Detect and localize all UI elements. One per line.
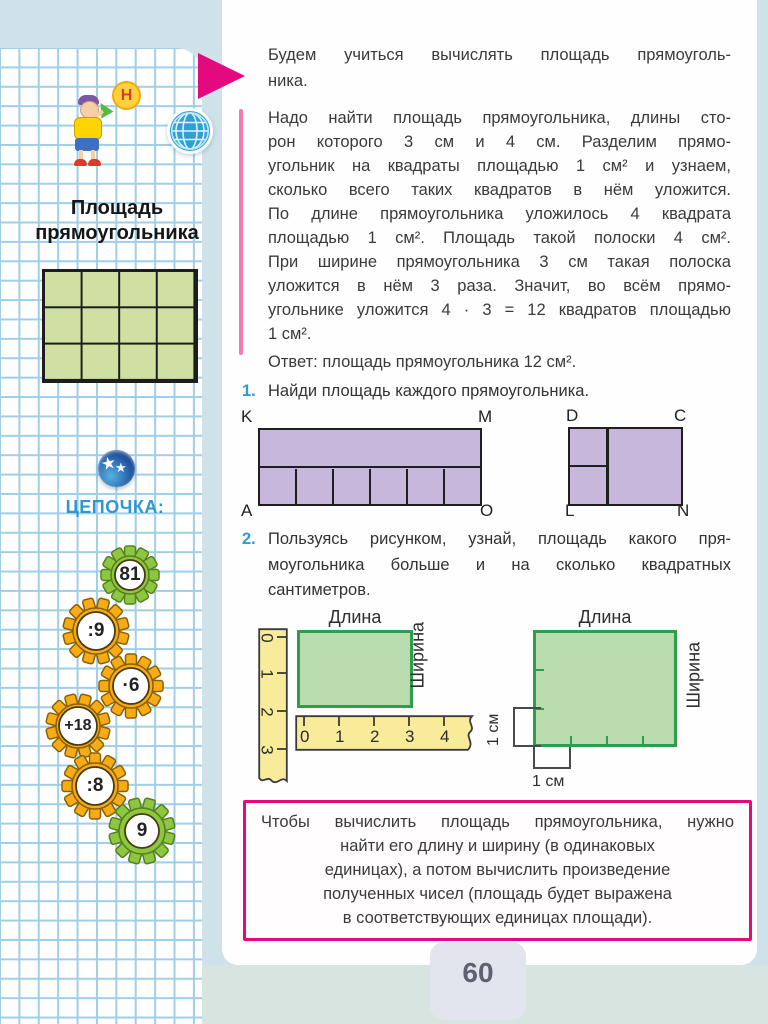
figure1-rect-DCLN xyxy=(568,427,683,506)
chain-gear-op3: +18 xyxy=(43,691,113,761)
chain-gear-op4: :8 xyxy=(59,750,131,822)
chain-gear-op1: :9 xyxy=(60,595,132,667)
rule-box: Чтобы вычислить площадь прямоугольника, нужно найти его длину и ширину (в одинаковых единицах), а потом вычислить произведение полученных чисел (площадь будет выражена в соответствующих единицах площади). xyxy=(243,800,752,941)
page-number: 60 xyxy=(430,942,526,1020)
width-label-left: Ширина xyxy=(407,621,428,689)
content-layer xyxy=(222,0,757,965)
figure1-rect-KMAO xyxy=(258,428,482,506)
task-2: 2. Пользуясь рисунком, узнай, площадь какого пря- моугольника больше и на сколько квадратных сантиметров. xyxy=(268,527,731,604)
length-label-left: Длина xyxy=(328,607,382,627)
chain-gear-end: 9 xyxy=(106,795,178,867)
corner-C: C xyxy=(674,406,687,425)
mascot-boy xyxy=(66,88,126,170)
cm-bracket xyxy=(513,707,541,709)
intro-paragraph: Будем учиться вычислять площадь прямоуголь- ника. xyxy=(268,42,731,94)
globe-grid-icon xyxy=(167,108,213,154)
task-1-number: 1. xyxy=(242,382,256,400)
cm-bracket-bottom xyxy=(533,747,535,769)
cm-label-vertical: 1 см xyxy=(485,713,502,746)
example-answer: Ответ: площадь прямоугольника 12 см². xyxy=(268,353,577,371)
corner-L: L xyxy=(565,501,575,520)
corner-M: M xyxy=(478,407,493,426)
horizontal-ruler: 0 1 2 3 4 xyxy=(295,715,481,751)
stars-icon: ★ ★ xyxy=(98,450,135,487)
corner-N: N xyxy=(677,501,690,520)
figure2 xyxy=(222,605,757,805)
green-grid-figure xyxy=(42,269,198,383)
new-material-badge: Н xyxy=(112,81,141,110)
corner-D: D xyxy=(566,406,579,425)
worked-example: Надо найти площадь прямоугольника, длины сто- рон которого 3 см и 4 см. Разделим прямо- угольник на квадраты площадью 1 см² и узнаем, сколько всего таких квадратов в нём уложится. По длине прямоугольника уложилось 4 квадрата площадью 1 см². Площадь такой полоски 4 см². При ширине прямоугольника 3 см такая полоска уложится в нём 3 раза. Значит, во всём прямо- угольнике уложится 4 · 3 = 12 квадратов площадью 1 см². xyxy=(268,106,731,346)
chain-heading: ЦЕПОЧКА: xyxy=(65,497,165,517)
chain-gear-start: 81 xyxy=(98,543,162,607)
corner-O: O xyxy=(480,501,494,520)
new-topic-arrow-icon xyxy=(198,53,245,99)
task-1: 1. Найди площадь каждого прямоугольника. xyxy=(268,379,731,403)
green-rect-3x2 xyxy=(297,630,413,708)
task-2-number: 2. xyxy=(242,530,256,548)
chain-gear-op2: ·6 xyxy=(96,651,166,721)
corner-K: K xyxy=(241,407,253,426)
cm-label-horizontal: 1 см xyxy=(532,773,565,790)
corner-A: A xyxy=(241,501,253,520)
length-label-right: Длина xyxy=(578,607,632,627)
width-label-right: Ширина xyxy=(683,641,704,709)
green-rect-4x3 xyxy=(533,630,677,747)
example-marker-bar xyxy=(239,109,243,355)
graph-paper-sidebar xyxy=(0,48,202,1024)
page-title: Площадь прямоугольника xyxy=(35,197,199,244)
vertical-ruler: 0 1 2 3 xyxy=(258,628,288,792)
